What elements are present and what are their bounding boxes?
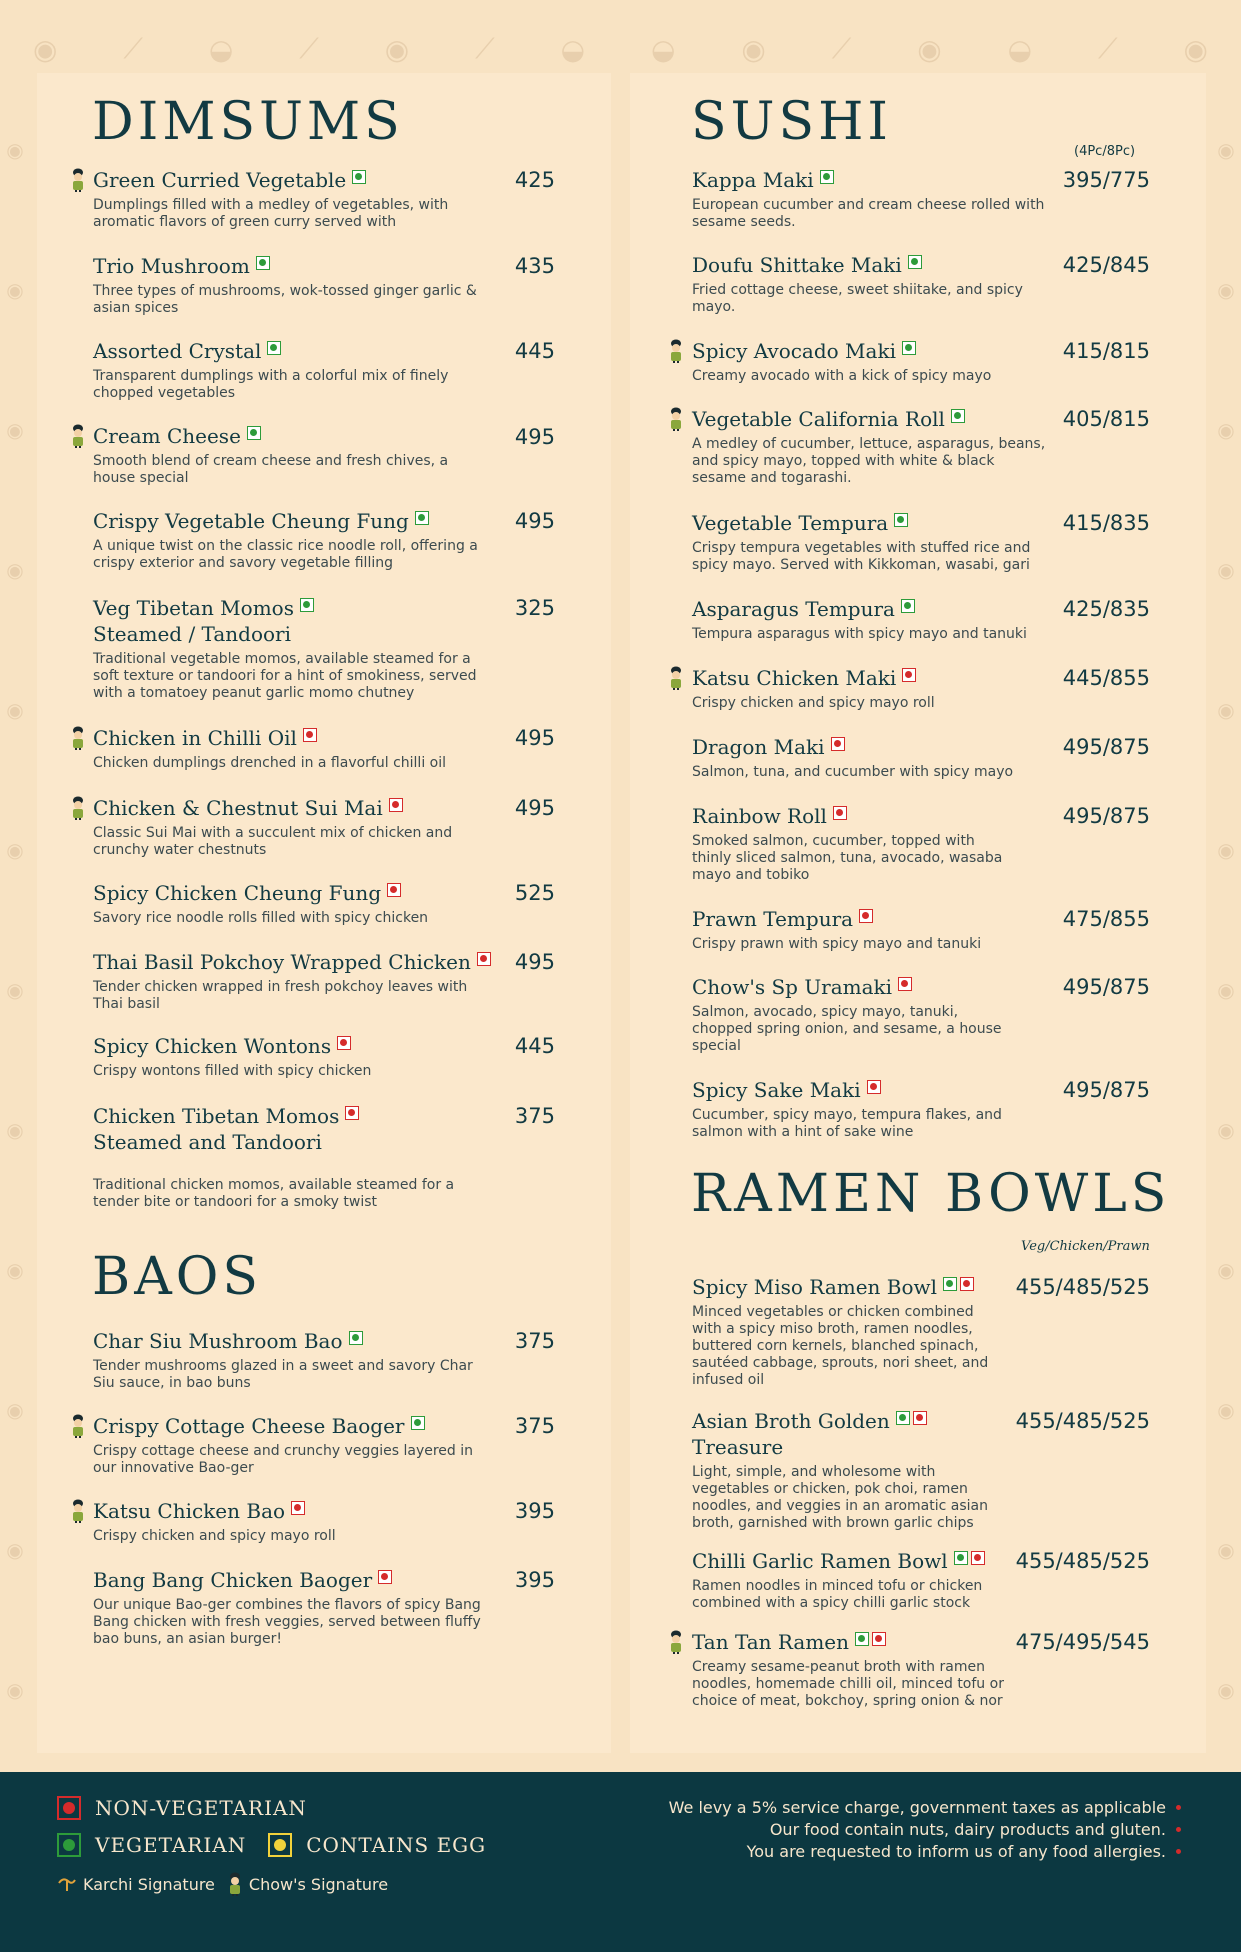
list-item: [93, 253, 483, 317]
item-desc: Fried cottage cheese, sweet shiitake, and spicy mayo.: [692, 282, 1023, 315]
nonveg-icon: [387, 883, 401, 897]
veg-icon: [954, 1551, 968, 1565]
list-item: [93, 167, 483, 231]
item-price: 435: [514, 254, 555, 278]
item-name: Vegetable California Roll: [692, 407, 945, 431]
nonveg-icon: [859, 909, 873, 923]
veg-icon: [411, 1416, 425, 1430]
list-item: [93, 338, 483, 402]
footer: [0, 1772, 1241, 1952]
veg-icon: [943, 1277, 957, 1291]
rice-bowl-icon: ◒: [208, 32, 234, 66]
item-name: Chow's Sp Uramaki: [692, 975, 893, 999]
list-item: [93, 880, 493, 927]
item-name: Trio Mushroom: [93, 254, 250, 278]
item-desc: Crispy cottage cheese and crunchy veggies layered in our innovative Bao-ger: [93, 1443, 474, 1476]
item-price: 445: [514, 1034, 555, 1058]
item-price: 445/855: [1062, 666, 1150, 690]
list-item: [692, 803, 1012, 884]
list-item: [692, 167, 1052, 231]
item-price: 395: [514, 1499, 555, 1523]
item-price: 445: [514, 339, 555, 363]
item-price: 375: [514, 1329, 555, 1353]
item-desc: Classic Sui Mai with a succulent mix of chicken and crunchy water chestnuts: [93, 825, 453, 858]
item-desc: Crispy prawn with spicy mayo and tanuki: [692, 936, 982, 952]
background-pattern: [0, 24, 1241, 74]
list-item: [692, 1548, 1002, 1612]
nonveg-icon: [902, 668, 916, 682]
list-item: [692, 406, 1052, 487]
list-item: [692, 1408, 1002, 1532]
legend-label: Chow's Signature: [248, 1874, 389, 1894]
item-price: 525: [514, 881, 555, 905]
veg-icon: [352, 170, 366, 184]
item-price: 495/875: [1062, 1078, 1150, 1102]
list-item: [692, 1629, 1037, 1710]
chow-signature-icon: [668, 407, 684, 431]
chow-signature-icon: [70, 168, 86, 192]
item-name: Spicy Chicken Cheung Fung: [93, 881, 382, 905]
veg-icon: [256, 256, 270, 270]
item-desc: Crispy chicken and spicy mayo roll: [692, 695, 935, 711]
item-name: Katsu Chicken Maki: [692, 666, 897, 690]
veg-icon: [908, 255, 922, 269]
item-price: 415/815: [1062, 339, 1150, 363]
item-price: 495: [514, 726, 555, 750]
list-item: [692, 665, 1052, 712]
item-name: Dragon Maki: [692, 735, 825, 759]
list-item: [93, 1103, 493, 1211]
chow-signature-icon: [668, 339, 684, 363]
item-desc: Smooth blend of cream cheese and fresh chives, a house special: [93, 453, 449, 486]
item-price: 405/815: [1062, 407, 1150, 431]
bullet-icon: [1176, 1849, 1181, 1854]
item-price: 495/875: [1062, 804, 1150, 828]
disclaimer-line: [770, 1820, 1181, 1839]
nonveg-icon: [389, 798, 403, 812]
item-desc: Traditional chicken momos, available steamed for a tender bite or tandoori for a smoky twist: [93, 1177, 455, 1210]
item-desc: Tender mushrooms glazed in a sweet and savory Char Siu sauce, in bao buns: [93, 1358, 473, 1391]
item-desc: Tempura asparagus with spicy mayo and tanuki: [692, 626, 1027, 642]
nonveg-legend-icon: [57, 1796, 81, 1820]
sushi-title: SUSHI: [691, 92, 892, 152]
list-item: [93, 1498, 493, 1545]
bullet-icon: [1176, 1805, 1181, 1810]
item-price: 425: [514, 168, 555, 192]
chopsticks-icon: ⟋: [123, 32, 143, 65]
chow-signature-icon: [70, 726, 86, 750]
veg-icon: [300, 598, 314, 612]
list-item: [692, 510, 1052, 574]
item-price: 425/845: [1062, 253, 1150, 277]
item-price: 495: [514, 950, 555, 974]
veg-icon: [894, 513, 908, 527]
list-item: [93, 949, 493, 1013]
veg-icon: [951, 409, 965, 423]
chopsticks-icon: ⟋: [475, 32, 495, 65]
list-item: [93, 1033, 493, 1080]
item-name: Chicken & Chestnut Sui Mai: [93, 796, 383, 820]
chow-signature-icon: [70, 1414, 86, 1438]
nonveg-icon: [898, 977, 912, 991]
item-desc: Ramen noodles in minced tofu or chicken combined with a spicy chilli garlic stock: [692, 1578, 983, 1611]
item-price: 455/485/525: [1015, 1409, 1150, 1433]
legend-label: VEGETARIAN: [95, 1833, 247, 1857]
item-desc: Savory rice noodle rolls filled with spicy chicken: [93, 910, 429, 926]
legend-signatures: [57, 1872, 388, 1896]
disclaimer-line: [669, 1798, 1181, 1817]
legend-nonveg: [57, 1796, 307, 1820]
list-item: [692, 252, 1052, 316]
legend-label: NON-VEGETARIAN: [95, 1796, 307, 1820]
item-desc: Tender chicken wrapped in fresh pokchoy leaves with Thai basil: [93, 979, 468, 1012]
item-name: Green Curried Vegetable: [93, 168, 347, 192]
nonveg-icon: [303, 728, 317, 742]
item-name: Crispy Cottage Cheese Baoger: [93, 1414, 405, 1438]
item-name: Thai Basil Pokchoy Wrapped Chicken: [93, 950, 471, 974]
veg-icon: [902, 341, 916, 355]
item-price: 415/835: [1062, 511, 1150, 535]
veg-icon: [820, 170, 834, 184]
rice-bowl-icon: ◒: [560, 32, 586, 66]
nonveg-icon: [831, 737, 845, 751]
sushi-icon: ◉: [32, 32, 58, 66]
chow-signature-icon: [668, 666, 684, 690]
item-name: Chicken in Chilli Oil: [93, 726, 297, 750]
veg-icon: [901, 599, 915, 613]
disclaimer-line: [747, 1842, 1181, 1861]
rice-bowl-icon: ◒: [650, 32, 676, 66]
item-name: Spicy Avocado Maki: [692, 339, 896, 363]
nonveg-icon: [378, 1570, 392, 1584]
list-item: [692, 906, 1052, 953]
item-name: Veg Tibetan Momos: [93, 596, 294, 620]
item-price: 375: [514, 1414, 555, 1438]
nonveg-icon: [971, 1551, 985, 1565]
item-desc: Creamy avocado with a kick of spicy mayo: [692, 368, 992, 384]
item-price: 395: [514, 1568, 555, 1592]
sushi-icon: ◉: [384, 32, 410, 66]
rice-bowl-icon: ◒: [1007, 32, 1033, 66]
item-name-line2: Steamed / Tandoori: [93, 622, 291, 646]
chow-signature-icon: [70, 1499, 86, 1523]
nonveg-icon: [833, 806, 847, 820]
item-desc: Three types of mushrooms, wok-tossed ginger garlic & asian spices: [93, 283, 477, 316]
list-item: [93, 1328, 493, 1392]
left-pattern: ◉ ◉ ◉ ◉ ◉ ◉ ◉ ◉ ◉ ◉ ◉ ◉: [6, 138, 24, 1702]
item-name: Katsu Chicken Bao: [93, 1499, 286, 1523]
disclaimer-text: You are requested to inform us of any food allergies.: [746, 1842, 1166, 1861]
ramen-title: RAMEN BOWLS: [691, 1164, 1171, 1224]
karchi-signature-icon: [57, 1875, 77, 1893]
item-name: Prawn Tempura: [692, 907, 854, 931]
chow-signature-icon: [227, 1872, 243, 1896]
egg-legend-icon: [268, 1833, 292, 1857]
legend-label: Karchi Signature: [83, 1874, 215, 1894]
ramen-variant-note: Veg/Chicken/Prawn: [1021, 1239, 1150, 1254]
item-desc: Crispy tempura vegetables with stuffed rice and spicy mayo. Served with Kikkoman, wasabi, gari: [692, 540, 1031, 573]
item-name: Doufu Shittake Maki: [692, 253, 902, 277]
chow-signature-icon: [668, 1630, 684, 1654]
item-name: Bang Bang Chicken Baoger: [93, 1568, 373, 1592]
item-desc: Crispy wontons filled with spicy chicken: [93, 1063, 372, 1079]
item-name: Asian Broth Golden: [692, 1409, 890, 1433]
item-desc: Chicken dumplings drenched in a flavorful chilli oil: [93, 755, 447, 771]
item-price: 495/875: [1062, 735, 1150, 759]
item-desc: Light, simple, and wholesome with vegetables or chicken, pok choi, ramen noodles, and veggies in an aromatic asian broth, garnished with brown garlic chips: [692, 1464, 988, 1531]
baos-title: BAOS: [92, 1247, 263, 1307]
item-price: 495: [514, 509, 555, 533]
item-price: 425/835: [1062, 597, 1150, 621]
right-pattern: ◉ ◉ ◉ ◉ ◉ ◉ ◉ ◉ ◉ ◉ ◉ ◉: [1217, 138, 1235, 1702]
item-price: 495: [514, 425, 555, 449]
item-name: Chicken Tibetan Momos: [93, 1104, 340, 1128]
item-desc: Dumplings filled with a medley of vegetables, with aromatic flavors of green curry served with: [93, 197, 449, 230]
bullet-icon: [1176, 1827, 1181, 1832]
item-price: 455/485/525: [1015, 1549, 1150, 1573]
veg-icon: [267, 341, 281, 355]
item-desc: Cucumber, spicy mayo, tempura flakes, and salmon with a hint of sake wine: [692, 1107, 1002, 1140]
list-item: [93, 423, 483, 487]
item-desc: Creamy sesame-peanut broth with ramen noodles, homemade chilli oil, minced tofu or choice of meat, bokchoy, spring onion & nor: [692, 1659, 1004, 1709]
veg-legend-icon: [57, 1833, 81, 1857]
list-item: [692, 338, 1052, 385]
list-item: [692, 1274, 1002, 1389]
item-desc: A unique twist on the classic rice noodle roll, offering a crispy exterior and savory vegetable filling: [93, 538, 478, 571]
list-item: [93, 508, 493, 572]
list-item: [93, 725, 493, 772]
list-item: [93, 795, 493, 859]
item-name: Tan Tan Ramen: [692, 1630, 850, 1654]
item-desc: Traditional vegetable momos, available steamed for a soft texture or tandoori for a hint of smokiness, served with a tomatoey peanut garlic momo chutney: [93, 651, 477, 701]
item-price: 325: [514, 596, 555, 620]
item-name: Kappa Maki: [692, 168, 814, 192]
sushi-icon: ◉: [741, 32, 766, 66]
list-item: [692, 596, 1052, 643]
list-item: [93, 595, 493, 702]
legend-veg-egg: [57, 1833, 486, 1857]
nonveg-icon: [913, 1411, 927, 1425]
item-price: 455/485/525: [1015, 1275, 1150, 1299]
nonveg-icon: [872, 1632, 886, 1646]
item-price: 475/495/545: [1015, 1630, 1150, 1654]
list-item: [692, 974, 1012, 1055]
veg-icon: [896, 1411, 910, 1425]
sushi-icon: ◉: [917, 32, 942, 66]
chow-signature-icon: [70, 796, 86, 820]
nonveg-icon: [345, 1106, 359, 1120]
item-desc: Transparent dumplings with a colorful mix of finely chopped vegetables: [93, 368, 449, 401]
item-desc: Smoked salmon, cucumber, topped with thinly sliced salmon, tuna, avocado, wasaba mayo and tobiko: [692, 833, 1003, 883]
item-desc: Salmon, tuna, and cucumber with spicy mayo: [692, 764, 1014, 780]
item-name-line2: Steamed and Tandoori: [93, 1130, 322, 1154]
legend-label: CONTAINS EGG: [306, 1833, 487, 1857]
item-name: Vegetable Tempura: [692, 511, 889, 535]
list-item: [692, 734, 1052, 781]
disclaimer-text: We levy a 5% service charge, government taxes as applicable: [668, 1798, 1166, 1817]
item-desc: Crispy chicken and spicy mayo roll: [93, 1528, 336, 1544]
sushi-icon: ◉: [1183, 32, 1208, 66]
disclaimer-text: Our food contain nuts, dairy products and gluten.: [769, 1820, 1166, 1839]
chopsticks-icon: ⟋: [1097, 32, 1118, 65]
item-name: Char Siu Mushroom Bao: [93, 1329, 343, 1353]
item-desc: Minced vegetables or chicken combined with a spicy miso broth, ramen noodles, buttered corn kernels, blanched spinach, sautéed cabbage, sprouts, nori sheet, and infused oil: [692, 1304, 989, 1388]
nonveg-icon: [477, 952, 491, 966]
nonveg-icon: [960, 1277, 974, 1291]
chopsticks-icon: ⟋: [299, 32, 319, 65]
list-item: [93, 1413, 493, 1477]
veg-icon: [415, 511, 429, 525]
item-name: Chilli Garlic Ramen Bowl: [692, 1549, 948, 1573]
item-price: 475/855: [1062, 907, 1150, 931]
nonveg-icon: [337, 1036, 351, 1050]
item-price: 395/775: [1062, 168, 1150, 192]
item-price: 495/875: [1062, 975, 1150, 999]
item-name: Spicy Chicken Wontons: [93, 1034, 332, 1058]
veg-icon: [247, 426, 261, 440]
dimsums-title: DIMSUMS: [92, 92, 404, 152]
item-name: Rainbow Roll: [692, 804, 827, 828]
item-name: Cream Cheese: [93, 424, 241, 448]
chopsticks-icon: ⟋: [831, 32, 852, 65]
item-name: Assorted Crystal: [93, 339, 262, 363]
item-desc: A medley of cucumber, lettuce, asparagus, beans, and spicy mayo, topped with white & black sesame and togarashi.: [692, 436, 1046, 486]
veg-icon: [855, 1632, 869, 1646]
chow-signature-icon: [70, 424, 86, 448]
sushi-portion-note: (4Pc/8Pc): [1074, 144, 1136, 159]
item-desc: European cucumber and cream cheese rolled with sesame seeds.: [692, 197, 1045, 230]
list-item: [692, 1077, 1012, 1141]
item-name: Crispy Vegetable Cheung Fung: [93, 509, 409, 533]
item-desc: Our unique Bao-ger combines the flavors of spicy Bang Bang chicken with fresh veggies, served between fluffy bao buns, an asian burger!: [93, 1597, 481, 1647]
veg-icon: [349, 1331, 363, 1345]
item-name: Spicy Miso Ramen Bowl: [692, 1275, 938, 1299]
item-price: 495: [514, 796, 555, 820]
item-desc: Salmon, avocado, spicy mayo, tanuki, chopped spring onion, and sesame, a house special: [692, 1004, 1002, 1054]
item-price: 375: [514, 1104, 555, 1128]
item-name: Spicy Sake Maki: [692, 1078, 861, 1102]
item-name: Asparagus Tempura: [692, 597, 895, 621]
nonveg-icon: [867, 1080, 881, 1094]
list-item: [93, 1567, 493, 1648]
nonveg-icon: [291, 1501, 305, 1515]
item-name-line2: Treasure: [692, 1435, 784, 1459]
